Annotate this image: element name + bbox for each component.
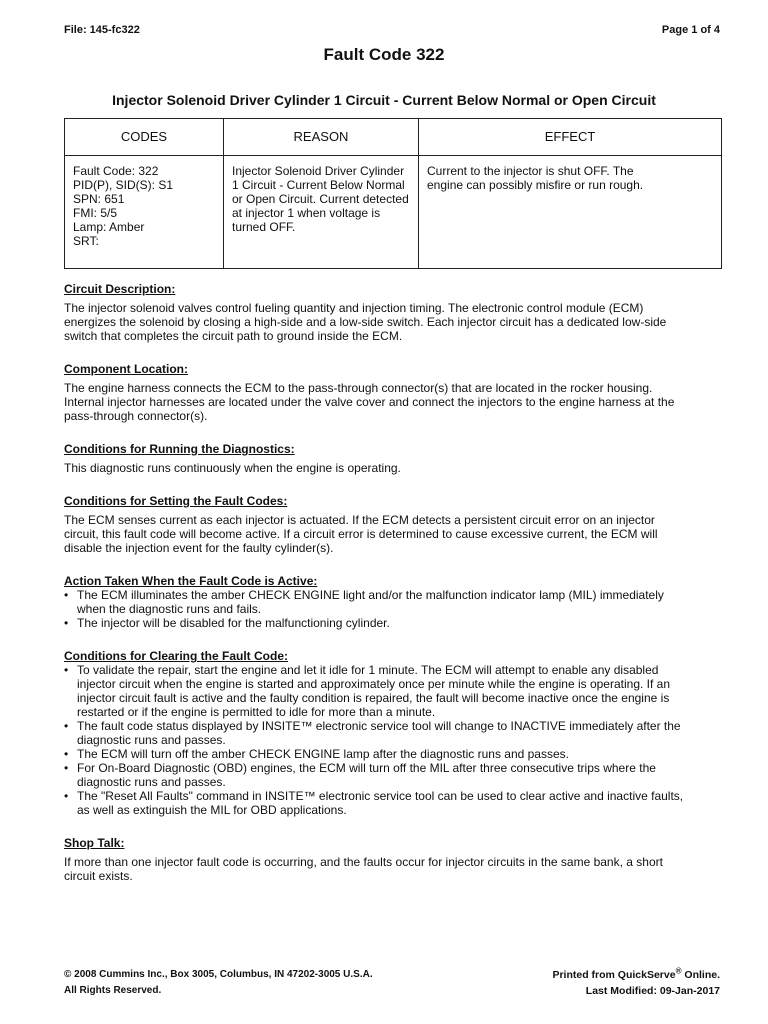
list-item bbox=[64, 789, 724, 817]
effect-cell bbox=[419, 156, 722, 269]
document-body bbox=[64, 282, 724, 883]
body-line: If more than one injector fault code is occurring, and the faults occur for injector circuits in the same bank, a short bbox=[64, 855, 663, 869]
bullet-line: restarted or if the engine is permitted to idle for more than a minute. bbox=[77, 705, 436, 719]
list-item bbox=[64, 719, 724, 747]
reason-line: turned OFF. bbox=[232, 220, 296, 234]
header-effect: EFFECT bbox=[419, 119, 722, 156]
printed-from bbox=[552, 967, 720, 983]
page-subtitle: Injector Solenoid Driver Cylinder 1 Circuit - Current Below Normal or Open Circuit bbox=[112, 92, 656, 108]
header-codes: CODES bbox=[65, 119, 224, 156]
bullet-list bbox=[64, 588, 724, 630]
bullet-line: as well as extinguish the MIL for OBD applications. bbox=[77, 803, 347, 817]
body-line: pass-through connector(s). bbox=[64, 409, 208, 423]
list-item bbox=[64, 747, 724, 761]
body-line: circuit, this fault code will become active. If a circuit error is determined to cause excessive current, the ECM will bbox=[64, 527, 658, 541]
file-label: File: 145-fc322 bbox=[64, 24, 140, 36]
bullet-line: diagnostic runs and passes. bbox=[77, 733, 226, 747]
body-line: Internal injector harnesses are located under the valve cover and connect the injectors to the engine harness at the bbox=[64, 395, 675, 409]
table-header-row bbox=[65, 119, 722, 156]
clearing-fault-code-section bbox=[64, 649, 724, 817]
page-title: Fault Code 322 bbox=[323, 45, 445, 64]
body-line: circuit exists. bbox=[64, 869, 133, 883]
effect-line: engine can possibly misfire or run rough. bbox=[427, 178, 644, 192]
registered-mark: ® bbox=[675, 966, 682, 976]
codes-line: SPN: 651 bbox=[73, 192, 125, 206]
page-number: Page 1 of 4 bbox=[661, 24, 720, 36]
bullet-line: injector circuit fault is active and the faulty condition is repaired, the fault will become inactive once the engine is bbox=[77, 691, 670, 705]
bullet-line: diagnostic runs and passes. bbox=[77, 775, 226, 789]
reason-line: at injector 1 when voltage is bbox=[232, 206, 381, 220]
bullet-list bbox=[64, 663, 724, 817]
copyright-text: © 2008 Cummins Inc., Box 3005, Columbus, IN 47202-3005 U.S.A. bbox=[64, 969, 373, 980]
body-line: The engine harness connects the ECM to the pass-through connector(s) that are located in the rocker housing. bbox=[64, 381, 653, 395]
table-row bbox=[65, 156, 722, 269]
list-item bbox=[64, 761, 724, 789]
reason-cell bbox=[224, 156, 419, 269]
body-line: The injector solenoid valves control fueling quantity and injection timing. The electronic control module (ECM) bbox=[64, 301, 644, 315]
bullet-line: • For On-Board Diagnostic (OBD) engines, the ECM will turn off the MIL after three consecutive trips where the bbox=[77, 761, 656, 775]
codes-cell bbox=[65, 156, 224, 269]
codes-line: SRT: bbox=[73, 234, 99, 248]
bullet-line: • The ECM will turn off the amber CHECK ENGINE lamp after the diagnostic runs and passes. bbox=[77, 747, 569, 761]
body-line: disable the injection event for the faulty cylinder(s). bbox=[64, 541, 334, 555]
footer-copyright bbox=[64, 967, 373, 999]
section-heading: Conditions for Running the Diagnostics: bbox=[64, 442, 295, 456]
fault-code-table bbox=[64, 118, 722, 269]
last-modified: Last Modified: 09-Jan-2017 bbox=[585, 985, 720, 997]
rights-text: All Rights Reserved. bbox=[64, 985, 162, 996]
bullet-line: • The ECM illuminates the amber CHECK ENGINE light and/or the malfunction indicator lamp (MIL) immediately bbox=[77, 588, 664, 602]
header-reason: REASON bbox=[224, 119, 419, 156]
section-heading: Shop Talk: bbox=[64, 836, 125, 850]
bullet-line: • The injector will be disabled for the malfunctioning cylinder. bbox=[77, 616, 390, 630]
codes-line: Lamp: Amber bbox=[73, 220, 145, 234]
action-taken-section bbox=[64, 574, 724, 630]
section-body bbox=[64, 381, 724, 423]
section-body bbox=[64, 461, 724, 475]
body-line: The ECM senses current as each injector is actuated. If the ECM detects a persistent circuit error on an injector bbox=[64, 513, 655, 527]
printed-suffix: Online. bbox=[681, 969, 720, 981]
circuit-description-section bbox=[64, 282, 724, 343]
section-body bbox=[64, 513, 724, 555]
section-body bbox=[64, 301, 724, 343]
body-line: This diagnostic runs continuously when the engine is operating. bbox=[64, 461, 401, 475]
effect-line: Current to the injector is shut OFF. The bbox=[427, 164, 634, 178]
list-item bbox=[64, 588, 724, 616]
shop-talk-section bbox=[64, 836, 724, 883]
bullet-line: when the diagnostic runs and fails. bbox=[77, 602, 262, 616]
running-diagnostics-section bbox=[64, 442, 724, 475]
section-heading: Conditions for Clearing the Fault Code: bbox=[64, 649, 288, 663]
section-heading: Circuit Description: bbox=[64, 282, 176, 296]
list-item bbox=[64, 616, 724, 630]
setting-fault-codes-section bbox=[64, 494, 724, 555]
reason-line: or Open Circuit. Current detected bbox=[232, 192, 409, 206]
component-location-section bbox=[64, 362, 724, 423]
section-heading: Action Taken When the Fault Code is Active: bbox=[64, 574, 318, 588]
bullet-line: injector circuit when the engine is started and approximately once per minute while the engine is operating. If an bbox=[77, 677, 671, 691]
codes-line: PID(P), SID(S): S1 bbox=[73, 178, 174, 192]
codes-line: Fault Code: 322 bbox=[73, 164, 159, 178]
printed-prefix: Printed from QuickServe bbox=[552, 969, 676, 981]
section-body bbox=[64, 855, 724, 883]
footer-print-info bbox=[552, 967, 720, 999]
bullet-line: • The "Reset All Faults" command in INSITE™ electronic service tool can be used to clear active and inactive faults, bbox=[77, 789, 684, 803]
body-line: energizes the solenoid by closing a high-side and a low-side switch. Each injector circuit has a dedicated low-side bbox=[64, 315, 667, 329]
list-item bbox=[64, 663, 724, 719]
reason-line: Injector Solenoid Driver Cylinder bbox=[232, 164, 405, 178]
section-heading: Component Location: bbox=[64, 362, 188, 376]
codes-line: FMI: 5/5 bbox=[73, 206, 118, 220]
section-heading: Conditions for Setting the Fault Codes: bbox=[64, 494, 288, 508]
body-line: switch that completes the circuit path to ground inside the ECM. bbox=[64, 329, 403, 343]
bullet-line: • The fault code status displayed by INSITE™ electronic service tool will change to INACTIVE immediately after the bbox=[77, 719, 681, 733]
bullet-line: • To validate the repair, start the engine and let it idle for 1 minute. The ECM will attempt to enable any disabled bbox=[77, 663, 659, 677]
reason-line: 1 Circuit - Current Below Normal bbox=[232, 178, 405, 192]
